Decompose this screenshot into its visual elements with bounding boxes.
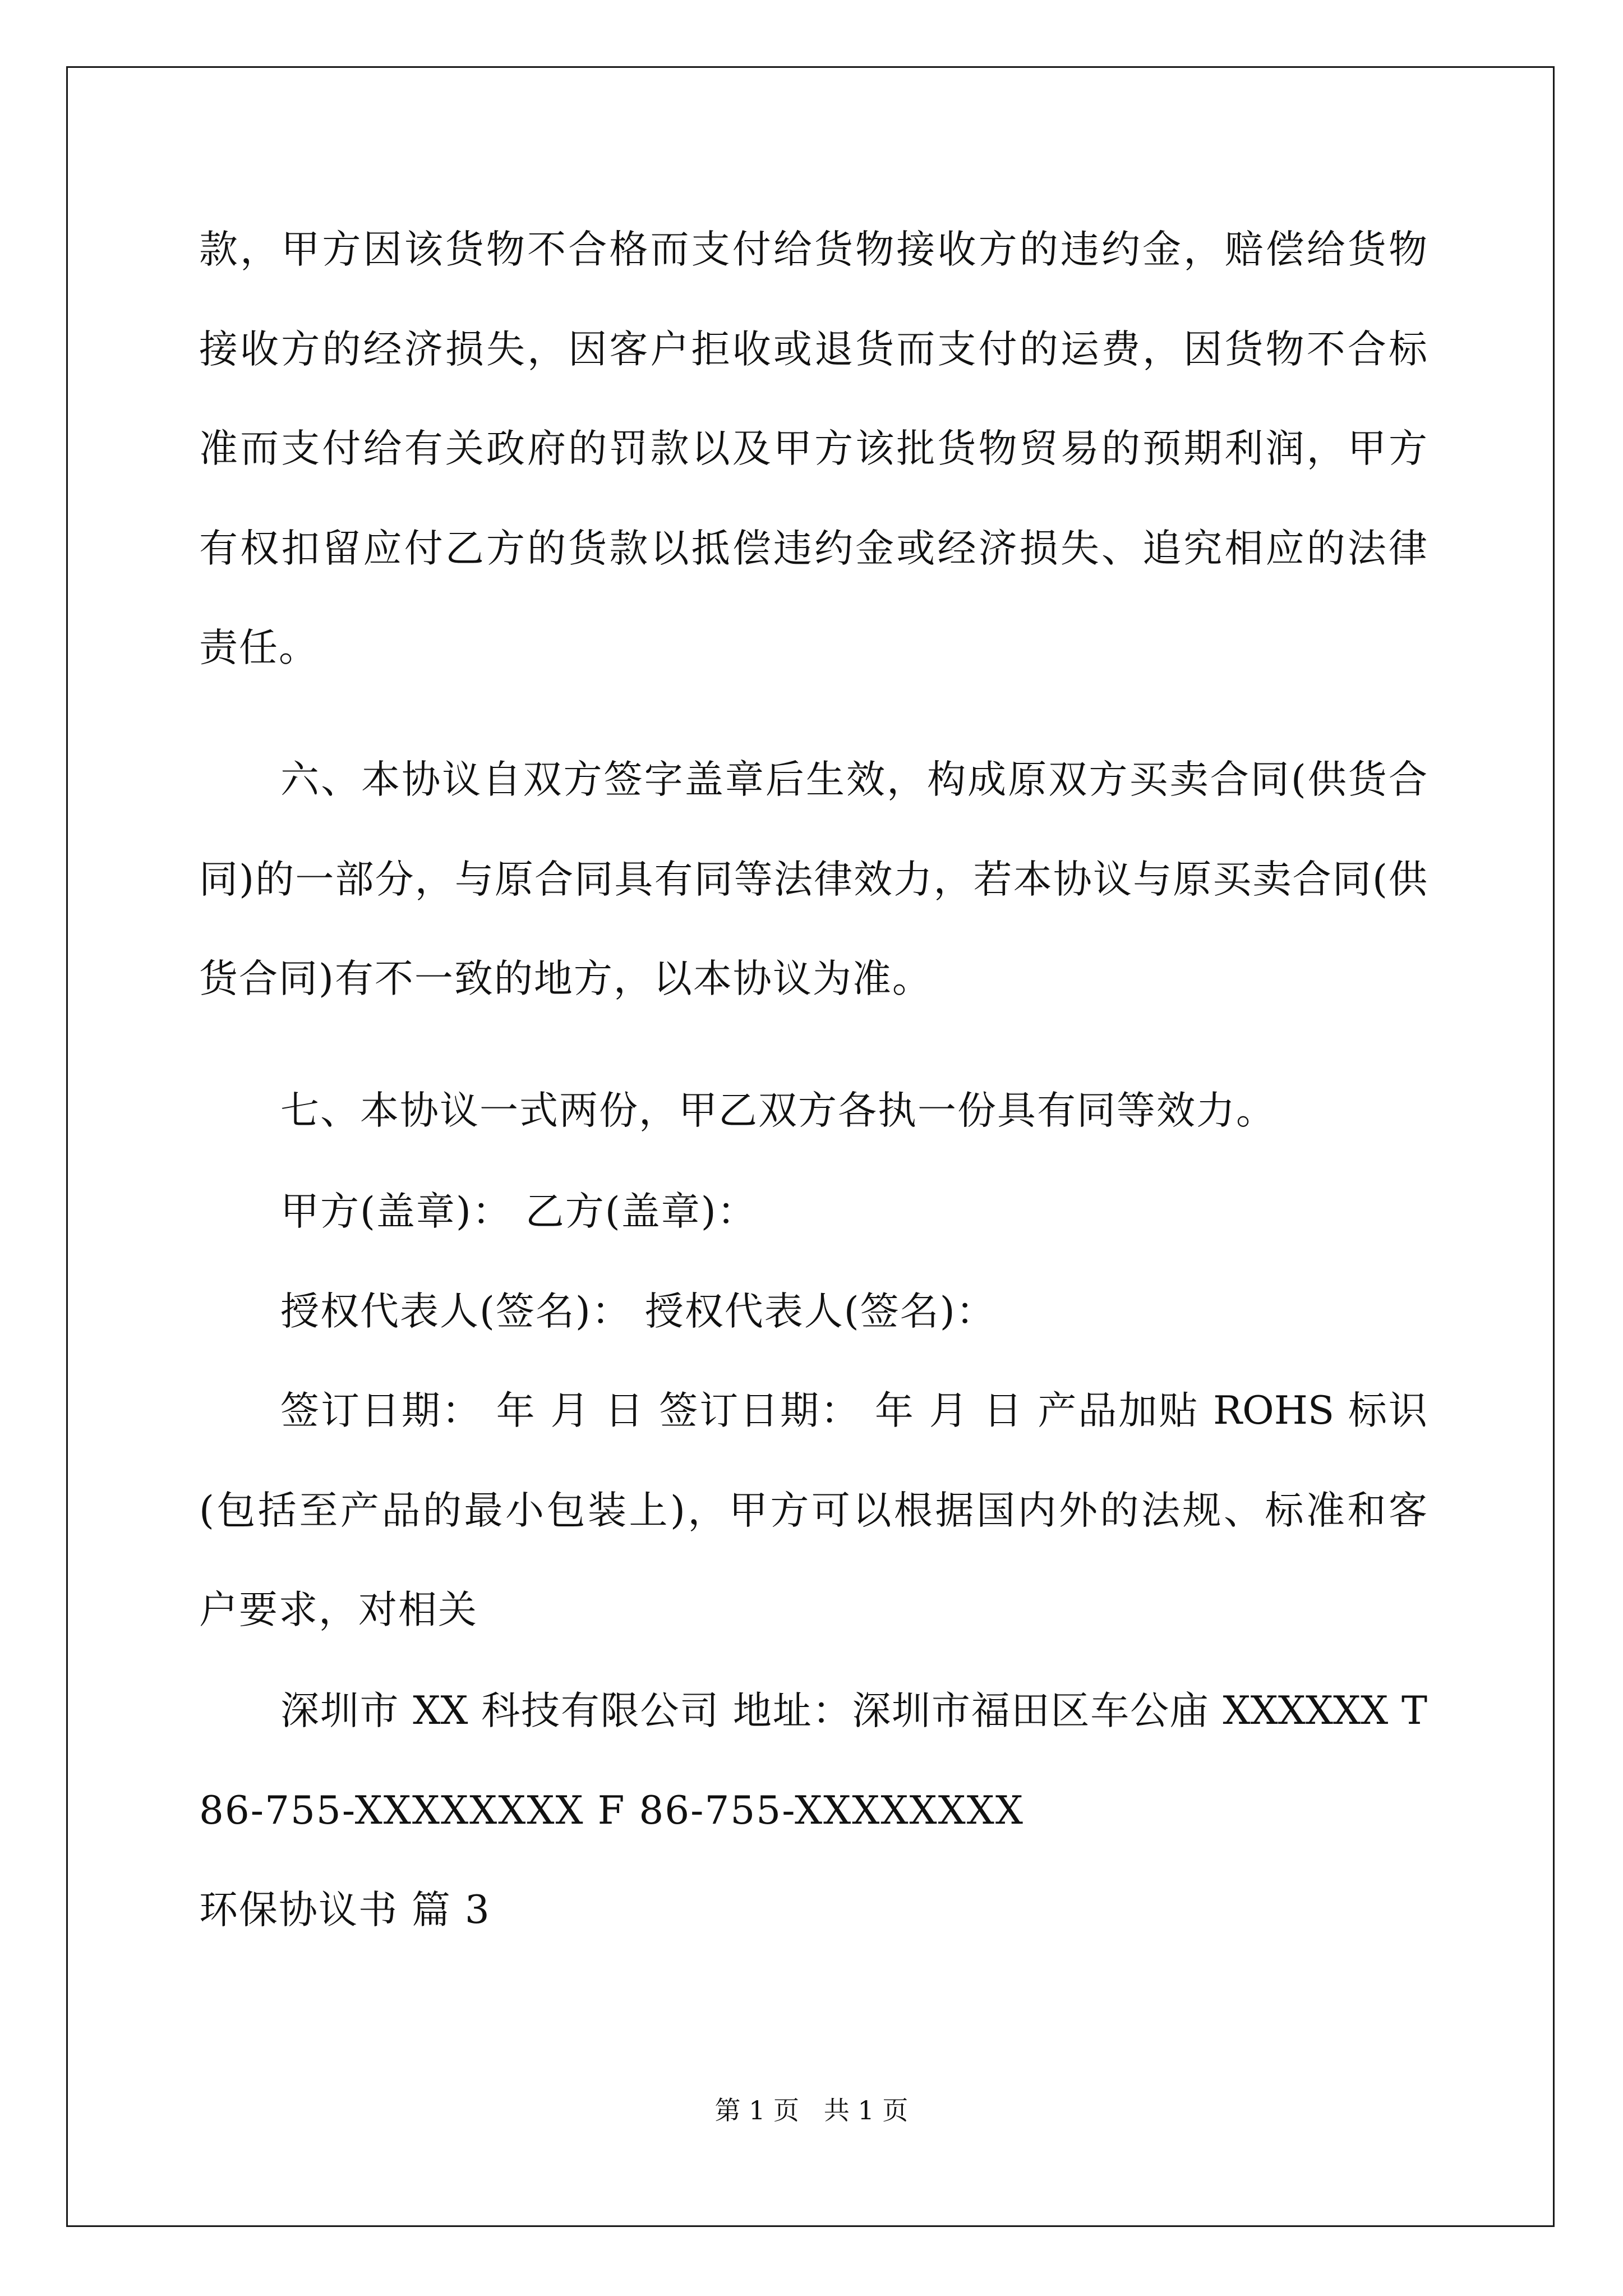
text-line: 户要求，对相关: [199, 1588, 478, 1632]
clause-six-line: 同)的一部分，与原合同具有同等法律效力，若本协议与原买卖合同(供: [199, 857, 1427, 902]
clause-seven: 七、本协议一式两份，甲乙双方各执一份具有同等效力。: [280, 1088, 1276, 1133]
text-line: 准而支付给有关政府的罚款以及甲方该批货物贸易的预期利润，甲方: [199, 426, 1427, 471]
section-heading: 环保协议书 篇 3: [199, 1888, 491, 1932]
text-line: 接收方的经济损失，因客户拒收或退货而支付的运费，因货物不合标: [199, 327, 1427, 372]
text-line: 责任。: [199, 625, 319, 670]
text-line: 有权扣留应付乙方的货款以抵偿违约金或经济损失、追究相应的法律: [199, 526, 1427, 571]
page-footer: 第 1 页 共 1 页: [714, 2095, 909, 2125]
text-line: (包括至产品的最小包装上)，甲方可以根据国内外的法规、标准和客: [199, 1488, 1427, 1533]
text-line: 款，甲方因该货物不合格而支付给货物接收方的违约金，赔偿给货物: [199, 227, 1427, 272]
signing-date-line: 签订日期： 年 月 日 签订日期： 年 月 日 产品加贴 ROHS 标识: [280, 1388, 1427, 1433]
company-address-line: 深圳市 XX 科技有限公司 地址：深圳市福田区车公庙 XXXXXX T: [280, 1688, 1427, 1733]
clause-six-line: 六、本协议自双方签字盖章后生效，构成原双方买卖合同(供货合: [280, 757, 1427, 802]
signature-representative-line: 授权代表人(签名)： 授权代表人(签名)：: [280, 1289, 996, 1334]
clause-six-line: 货合同)有不一致的地方，以本协议为准。: [199, 956, 932, 1001]
signature-seal-line: 甲方(盖章)： 乙方(盖章)：: [280, 1189, 757, 1234]
company-phone-fax-line: 86-755-XXXXXXXX F 86-755-XXXXXXXX: [199, 1788, 1025, 1833]
